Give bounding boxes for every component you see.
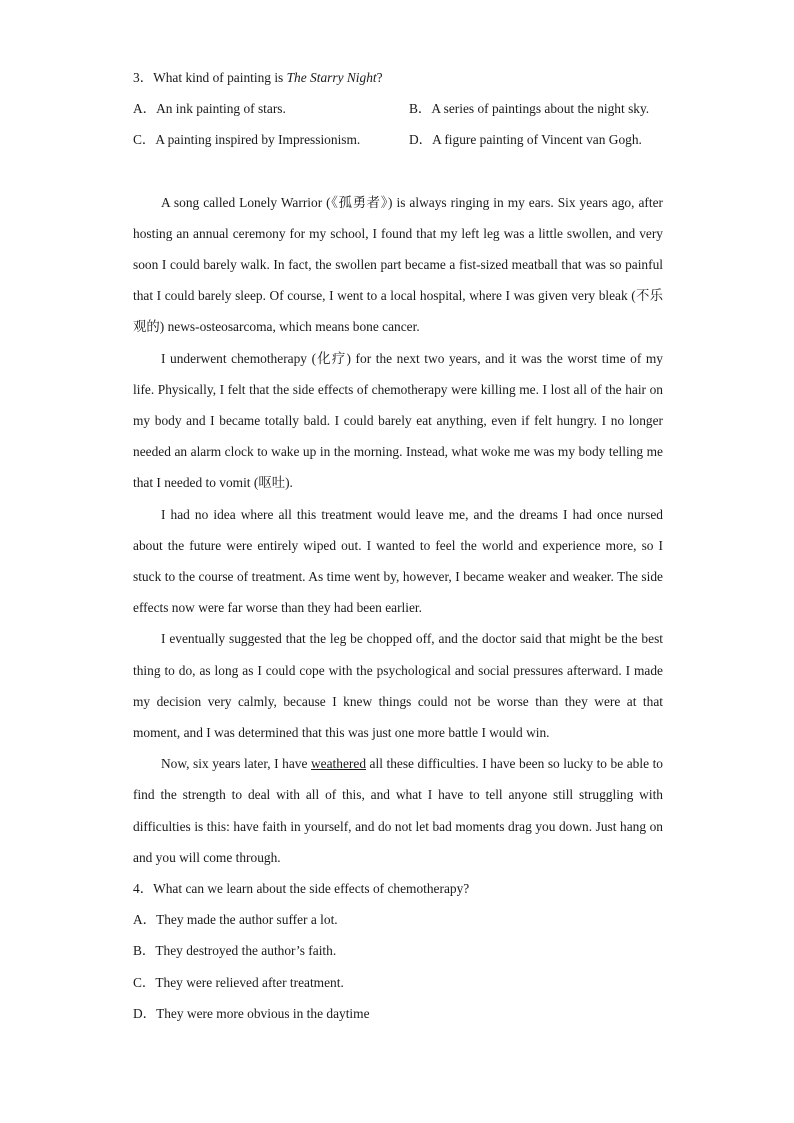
question-3-options-row-1 [133, 93, 663, 124]
option-text: They were more obvious in the daytime [156, 1005, 370, 1021]
document-page [133, 62, 663, 1029]
option-text: A series of paintings about the night sky. [431, 101, 650, 117]
question-3-options-row-2 [133, 124, 663, 155]
question-number: 3． [133, 70, 154, 85]
option-letter: D． [133, 1005, 157, 1021]
option-a [133, 93, 409, 124]
option-letter: A． [133, 101, 157, 117]
question-3-stem [133, 62, 663, 93]
section-gap [133, 156, 663, 187]
question-mark: ? [376, 70, 383, 85]
question-stem-text: What can we learn about the side effects of chemotherapy? [153, 881, 470, 897]
option-letter: B． [133, 943, 156, 959]
option-d [133, 998, 663, 1029]
option-letter: A． [133, 912, 157, 928]
option-text: They destroyed the author’s faith. [155, 943, 337, 959]
option-text: They were relieved after treatment. [155, 974, 344, 990]
option-letter: D． [409, 132, 433, 148]
painting-title: The Starry Night [286, 70, 377, 85]
option-letter: C． [133, 132, 156, 148]
question-number: 4． [133, 881, 154, 897]
option-letter: C． [133, 974, 156, 990]
paragraph-text: all these difficulties. I have been so lucky to be able to find the strength to deal with all of this, and what I have to tell anyone still struggling with difficulties is this: have faith in yourself, and do not let bad moments drag you down. Just hang on and you will come through. [133, 756, 663, 865]
option-c [133, 967, 663, 998]
passage-paragraph-4: I eventually suggested that the leg be chopped off, and the doctor said that might be the best thing to do, as long as I could cope with the psychological and social pressures afterward. I made my decision very calmly, because I knew things could not be worse than they were at that moment, and I was determined that this was just one more battle I would win. [133, 631, 663, 741]
passage-paragraph-5 [133, 748, 663, 873]
option-b [133, 935, 663, 966]
option-text: A painting inspired by Impressionism. [155, 132, 361, 148]
option-d [409, 124, 642, 155]
option-c [133, 124, 409, 155]
option-a [133, 904, 663, 935]
question-stem-text: What kind of painting is [153, 70, 287, 85]
option-b [409, 93, 649, 124]
passage-paragraph-3: I had no idea where all this treatment would leave me, and the dreams I had once nursed about the future were entirely wiped out. I wanted to feel the world and experience more, so I stuck to the course of treatment. As time went by, however, I became weaker and weaker. The side effects now were far worse than they had been earlier. [133, 506, 663, 616]
paragraph-text: Now, six years later, I have [161, 756, 311, 772]
option-text: They made the author suffer a lot. [156, 912, 338, 928]
passage-paragraph-2: I underwent chemotherapy (化疗) for the next two years, and it was the worst time of my life. Physically, I felt that the side effects of chemotherapy were killing me. I lost all of the hair on my body and I became totally bald. I could barely eat anything, even if felt hungry. I no longer needed an alarm clock to wake up in the morning. Instead, what woke me was my body telling me that I needed to vomit (呕吐). [133, 350, 663, 491]
underlined-word: weathered [311, 756, 367, 772]
option-letter: B． [409, 101, 432, 117]
question-4-stem [133, 873, 663, 904]
option-text: A figure painting of Vincent van Gogh. [432, 132, 642, 148]
option-text: An ink painting of stars. [156, 101, 286, 117]
passage-paragraph-1: A song called Lonely Warrior (《孤勇者》) is always ringing in my ears. Six years ago, after hosting an annual ceremony for my school, I found that my left leg was a little swollen, and very soon I could barely walk. In fact, the swollen part became a fist-sized meatball that was so painful that I could barely sleep. Of course, I went to a local hospital, where I was given very bleak (不乐观的) news-osteosarcoma, which means bone cancer. [133, 194, 663, 335]
